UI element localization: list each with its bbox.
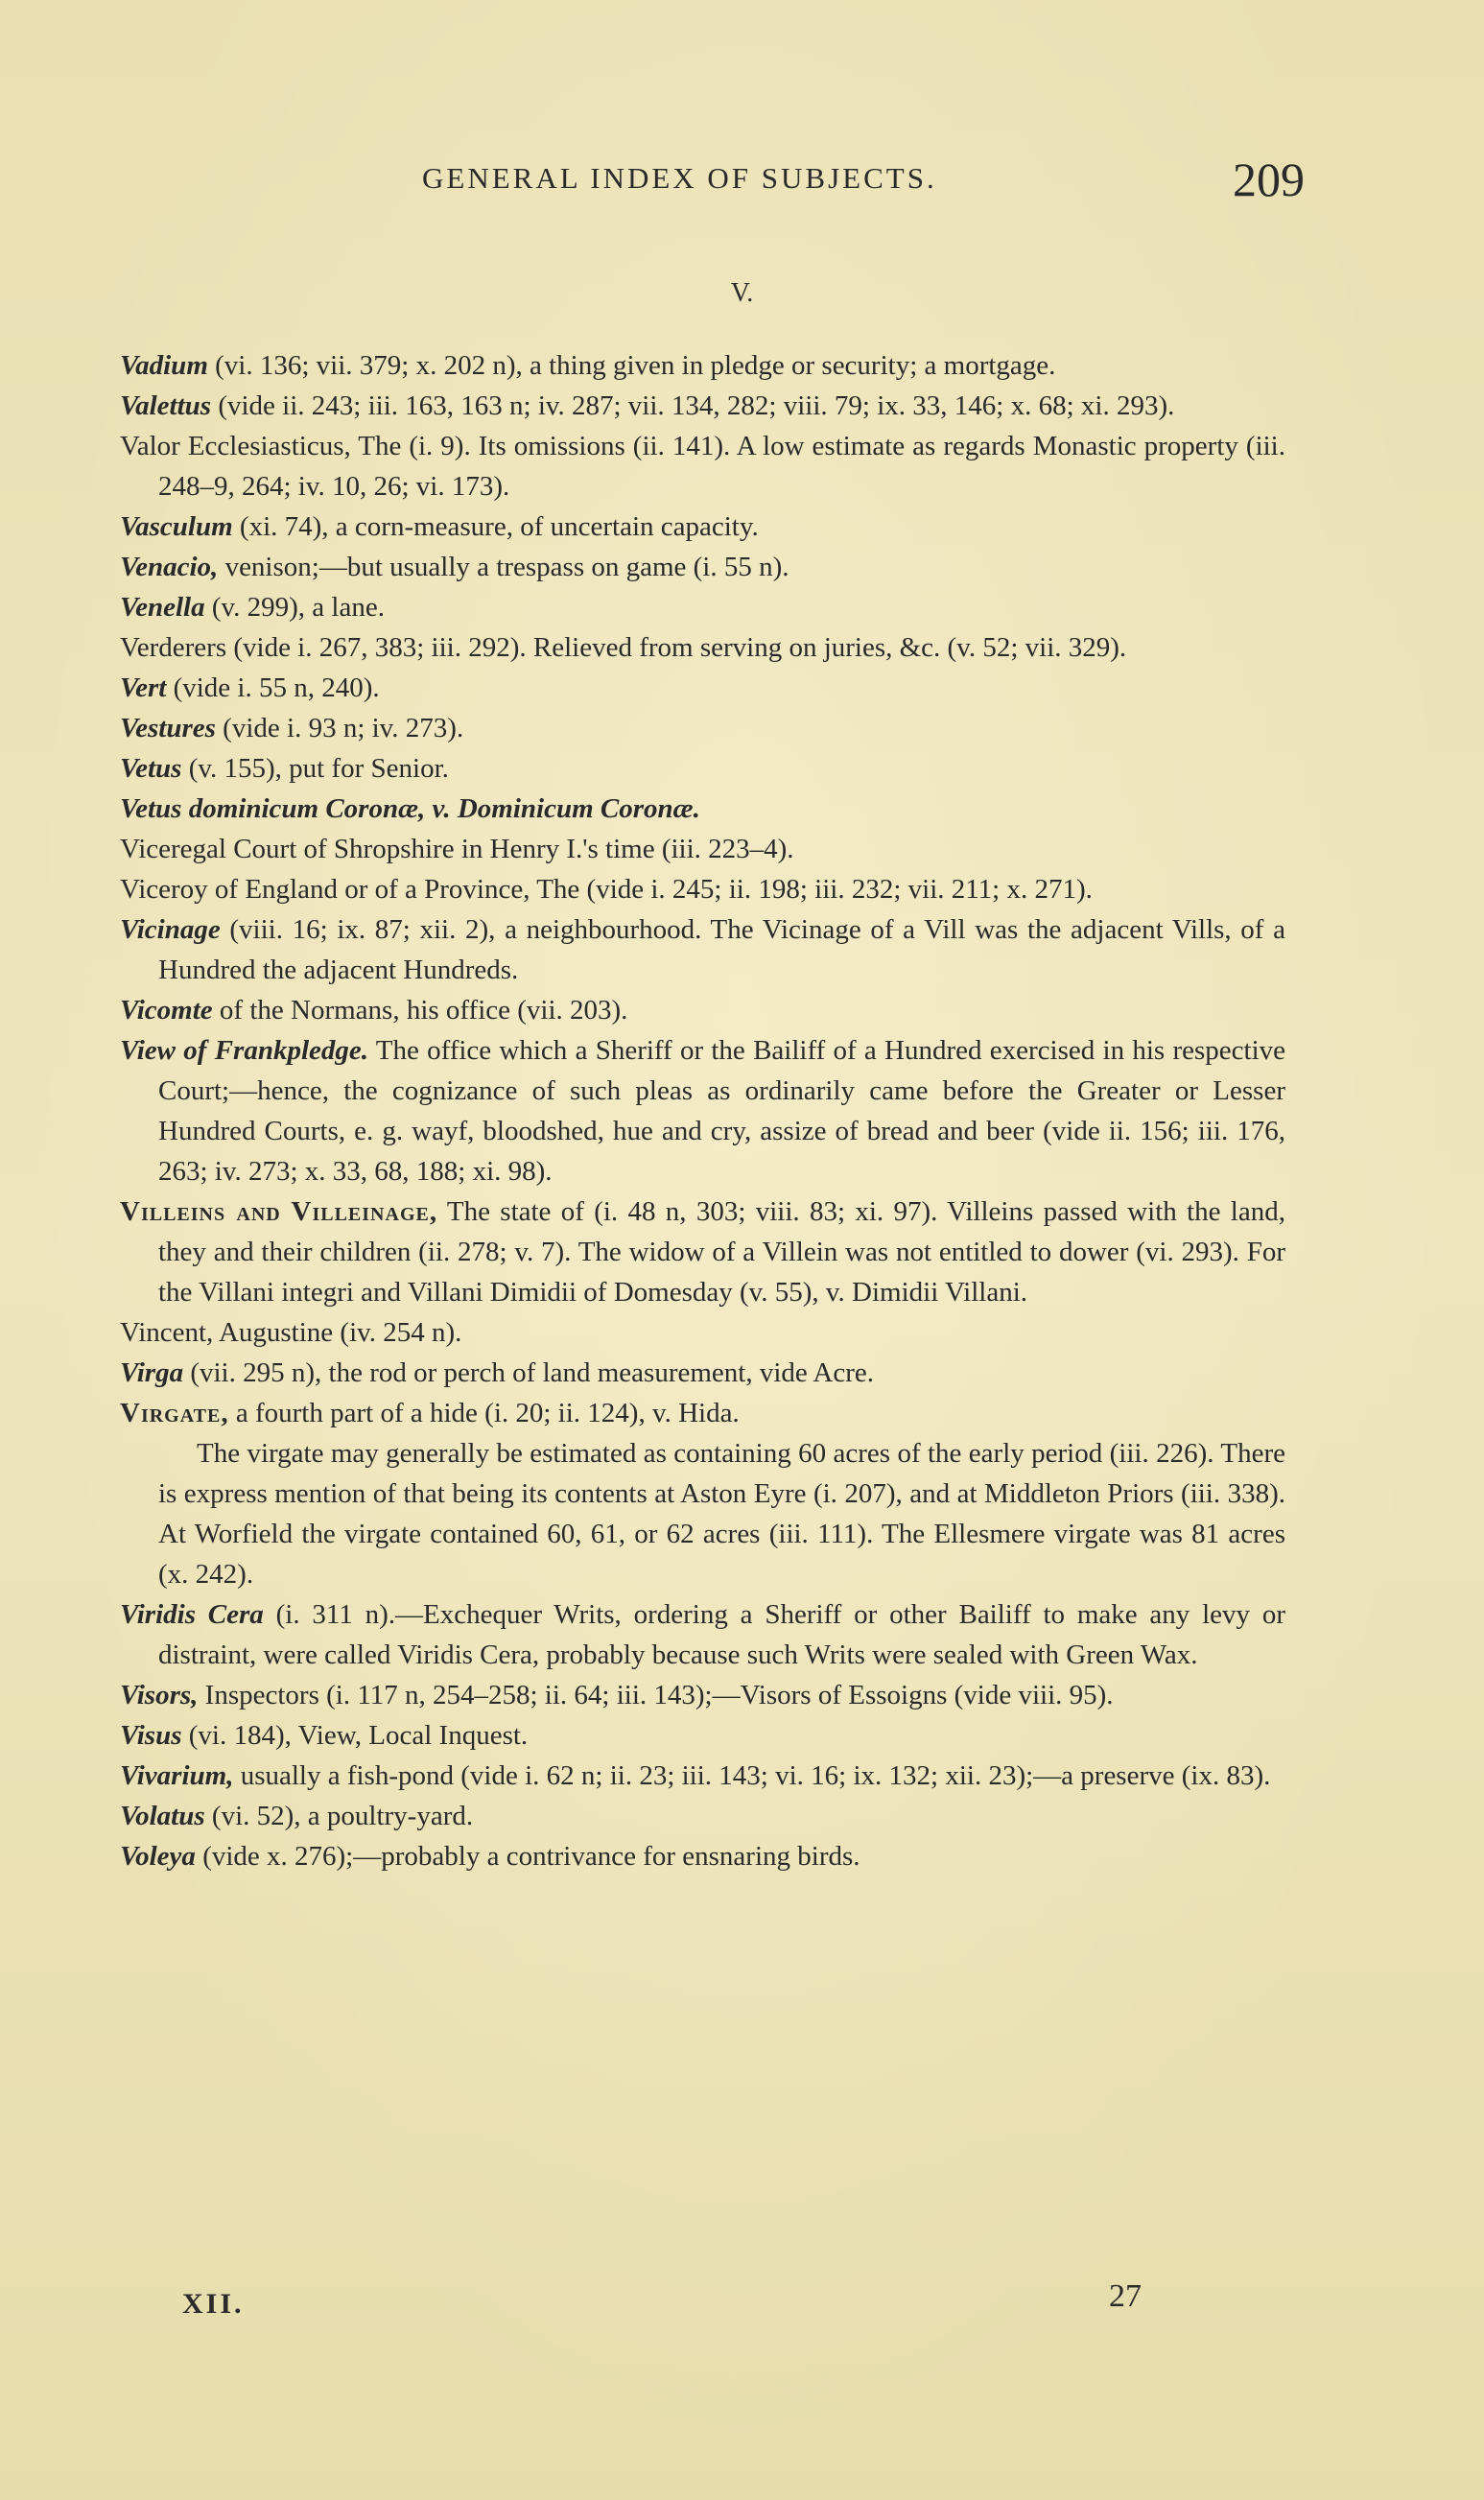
index-entries (120, 345, 1285, 1876)
entry-term: Voleya (120, 1841, 196, 1872)
entry-text: (vii. 295 n), the rod or perch of land measurement, vide Acre. (183, 1357, 875, 1388)
index-entry (120, 426, 1285, 507)
index-entry (120, 1715, 1285, 1756)
entry-term-smallcaps: Virgate, (120, 1398, 229, 1428)
entry-text: (vide x. 276);—probably a contrivance for ensnaring birds. (195, 1841, 860, 1872)
entry-text: of the Normans, his office (vii. 203). (212, 995, 628, 1026)
page-footer (182, 2278, 1142, 2326)
entry-text: The state of (i. 48 n, 303; viii. 83; xi. 97). Villeins passed with the land, they and their children (ii. 278; v. 7). The widow of a Villein was not entitled to dower (vi. 293). For the Villani integri and Villani Dimidii of Domesday (v. 55), v. Dimidii Villani. (158, 1196, 1285, 1308)
entry-term: View of Frankpledge. (120, 1035, 368, 1066)
entry-text: Inspectors (i. 117 n, 254–258; ii. 64; iii. 143);—Visors of Essoigns (vide viii. 95). (198, 1680, 1114, 1710)
entry-text: Vincent, Augustine (iv. 254 n). (120, 1317, 462, 1348)
entry-text: Verderers (vide i. 267, 383; iii. 292). Relieved from serving on juries, &c. (v. 52; vii. 329). (120, 632, 1127, 663)
entry-term-smallcaps: Villeins and Villeinage, (120, 1196, 438, 1227)
entry-text: (viii. 16; ix. 87; xii. 2), a neighbourhood. The Vicinage of a Vill was the adjacent Vills, of a Hundred the adjacent Hundreds. (158, 914, 1285, 985)
entry-term: Visors, (120, 1680, 199, 1710)
signature-mark: XII. (182, 2288, 245, 2320)
index-entry (120, 668, 1285, 708)
index-entry (120, 345, 1285, 386)
entry-term: Vert (120, 672, 167, 703)
entry-term: Venacio, (120, 552, 219, 582)
index-entry (120, 1594, 1285, 1675)
section-letter: V. (730, 278, 754, 308)
index-entry (120, 748, 1285, 789)
entry-term: Venella (120, 592, 205, 623)
index-entry (120, 829, 1285, 869)
entry-text: (vide ii. 243; iii. 163, 163 n; iv. 287; vii. 134, 282; viii. 79; ix. 33, 146; x. 68; xi. 293). (211, 390, 1175, 421)
entry-text: (v. 299), a lane. (204, 592, 385, 623)
index-entry (120, 1393, 1285, 1433)
entry-term: Valettus (120, 390, 212, 421)
entry-term: Vadium (120, 350, 208, 381)
index-entry (120, 1030, 1285, 1191)
page-number: 209 (1233, 153, 1305, 206)
index-entry (120, 789, 1285, 829)
index-entry (120, 627, 1285, 668)
index-entry (120, 909, 1285, 990)
entry-term: Vestures (120, 713, 216, 743)
entry-text: (i. 311 n).—Exchequer Writs, ordering a Sheriff or other Bailiff to make any levy or distraint, were called Viridis Cera, probably because such Writs were sealed with Green Wax. (158, 1599, 1285, 1670)
entry-text: (vi. 184), View, Local Inquest. (181, 1720, 529, 1751)
index-entry (120, 1353, 1285, 1393)
index-entry (120, 386, 1285, 426)
index-entry (120, 1756, 1285, 1796)
entry-text: (vide i. 55 n, 240). (166, 672, 380, 703)
entry-term: Viridis Cera (120, 1599, 264, 1630)
entry-term: Volatus (120, 1801, 205, 1831)
entry-text: Viceroy of England or of a Province, The (vide i. 245; ii. 198; iii. 232; vii. 211; x. 271). (120, 874, 1093, 905)
entry-term: Vicomte (120, 995, 213, 1026)
index-entry (120, 1675, 1285, 1715)
index-entry (120, 869, 1285, 909)
entry-text: (vide i. 93 n; iv. 273). (215, 713, 464, 743)
index-entry (120, 1191, 1285, 1312)
entry-text: Valor Ecclesiasticus, The (i. 9). Its omissions (ii. 141). A low estimate as regards Monastic property (iii. 248–9, 264; iv. 10, 26; vi. 173). (120, 431, 1285, 502)
index-entry (120, 708, 1285, 748)
entry-text: (xi. 74), a corn-measure, of uncertain capacity. (232, 511, 759, 542)
running-head-title: GENERAL INDEX OF SUBJECTS. (422, 161, 937, 195)
entry-term: Vicinage (120, 914, 221, 945)
index-entry (120, 990, 1285, 1030)
entry-term: Visus (120, 1720, 182, 1751)
entry-text: (vi. 136; vii. 379; x. 202 n), a thing given in pledge or security; a mortgage. (207, 350, 1056, 381)
entry-text: venison;—but usually a trespass on game (i. 55 n). (218, 552, 789, 582)
entry-text: The office which a Sheriff or the Bailiff of a Hundred exercised in his respective Court;—hence, the cognizance of such pleas as ordinarily came before the Greater or Lesser Hundred Courts, e. g. wayf, bloodshed, hue and cry, assize of bread and beer (vide ii. 156; iii. 176, 263; iv. 273; x. 33, 68, 188; xi. 98). (158, 1035, 1285, 1187)
entry-term: Vetus dominicum Coronæ, v. Dominicum Coronæ. (120, 793, 700, 824)
entry-term: Vasculum (120, 511, 233, 542)
entry-term: Vetus (120, 753, 182, 784)
index-entry (120, 547, 1285, 587)
index-entry (120, 587, 1285, 627)
running-head (422, 152, 1305, 209)
index-entry (120, 1796, 1285, 1836)
entry-term: Virga (120, 1357, 184, 1388)
index-entry (120, 1433, 1285, 1594)
entry-text: (vi. 52), a poultry-yard. (204, 1801, 474, 1831)
index-entry (120, 507, 1285, 547)
index-entry (120, 1836, 1285, 1876)
entry-text: The virgate may generally be estimated as containing 60 acres of the early period (iii. 226). There is express mention of that being its contents at Aston Eyre (i. 207), and at Middleton Priors (iii. 338). At Worfield the virgate contained 60, 61, or 62 acres (iii. 111). The Ellesmere virgate was 81 acres (x. 242). (158, 1438, 1285, 1590)
entry-term: Vivarium, (120, 1760, 234, 1791)
entry-text: a fourth part of a hide (i. 20; ii. 124), v. Hida. (228, 1398, 740, 1428)
entry-text: usually a fish-pond (vide i. 62 n; ii. 23; iii. 143; vi. 16; ix. 132; xii. 23);—a preserve (ix. 83). (233, 1760, 1271, 1791)
entry-text: Viceregal Court of Shropshire in Henry I.'s time (iii. 223–4). (120, 834, 794, 864)
index-entry (120, 1312, 1285, 1353)
folio-number: 27 (1109, 2278, 1142, 2314)
entry-text: (v. 155), put for Senior. (181, 753, 449, 784)
